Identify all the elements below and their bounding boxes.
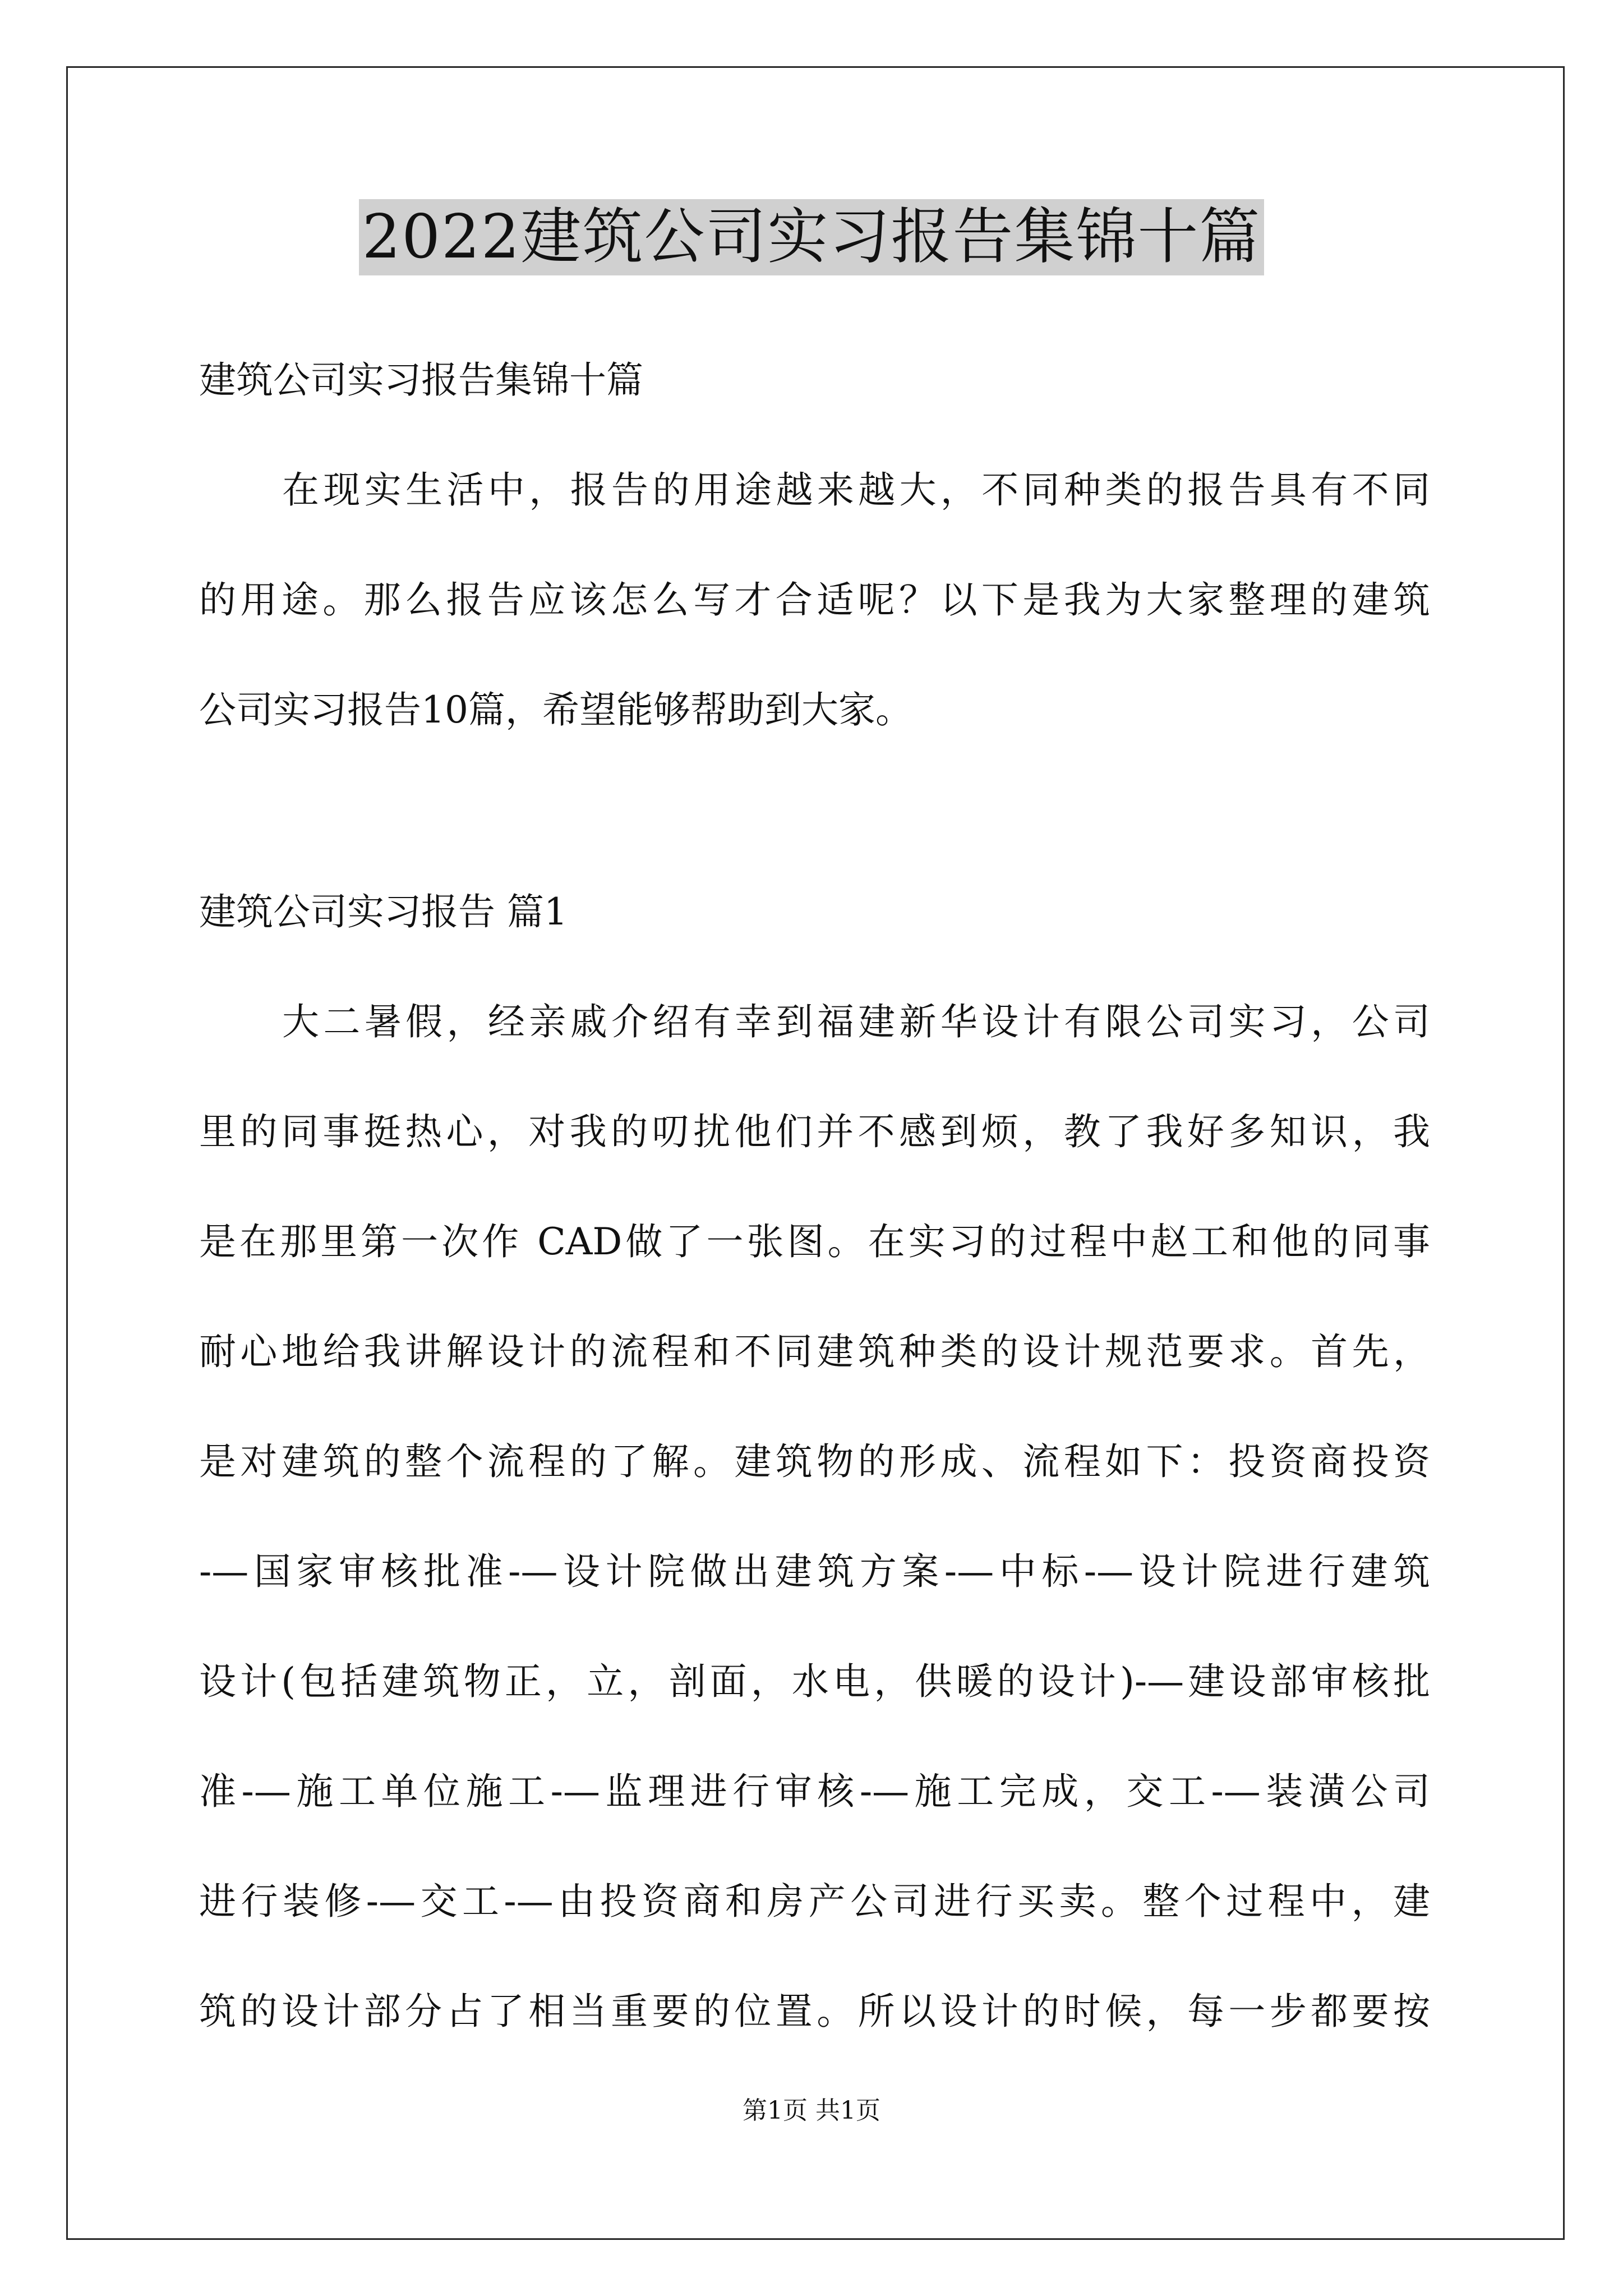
intro-paragraph-line: 在现实生活中，报告的用途越来越大，不同种类的报告具有不同 — [282, 468, 1430, 512]
body-paragraph-line: 是对建筑的整个流程的了解。建筑物的形成、流程如下：投资商投资 — [199, 1440, 1430, 1483]
body-paragraph-line: 进行装修-—交工-—由投资商和房产公司进行买卖。整个过程中，建 — [199, 1880, 1430, 1923]
document-title: 2022建筑公司实习报告集锦十篇 — [359, 199, 1265, 275]
body-paragraph-line: 准-—施工单位施工-—监理进行审核-—施工完成，交工-—装潢公司 — [199, 1770, 1430, 1813]
document-subtitle: 建筑公司实习报告集锦十篇 — [199, 358, 643, 402]
section-heading: 建筑公司实习报告 篇1 — [199, 890, 568, 933]
body-paragraph-line: 耐心地给我讲解设计的流程和不同建筑种类的设计规范要求。首先， — [199, 1330, 1430, 1373]
body-paragraph-line: 大二暑假，经亲戚介绍有幸到福建新华设计有限公司实习，公司 — [282, 1000, 1430, 1043]
intro-paragraph-line: 的用途。那么报告应该怎么写才合适呢？以下是我为大家整理的建筑 — [199, 578, 1430, 622]
page-footer: 第1页 共1页 — [743, 2096, 880, 2125]
body-paragraph-line: -—国家审核批准-—设计院做出建筑方案-—中标-—设计院进行建筑 — [199, 1550, 1430, 1593]
body-paragraph-line: 是在那里第一次作 CAD做了一张图。在实习的过程中赵工和他的同事 — [199, 1220, 1430, 1263]
intro-paragraph-line: 公司实习报告10篇，希望能够帮助到大家。 — [199, 688, 912, 731]
body-paragraph-line: 设计(包括建筑物正，立，剖面，水电，供暖的设计)-—建设部审核批 — [199, 1660, 1430, 1703]
body-paragraph-line: 里的同事挺热心，对我的叨扰他们并不感到烦，教了我好多知识，我 — [199, 1110, 1430, 1153]
body-paragraph-line: 筑的设计部分占了相当重要的位置。所以设计的时候，每一步都要按 — [199, 1990, 1430, 2033]
title-container — [0, 199, 1623, 275]
